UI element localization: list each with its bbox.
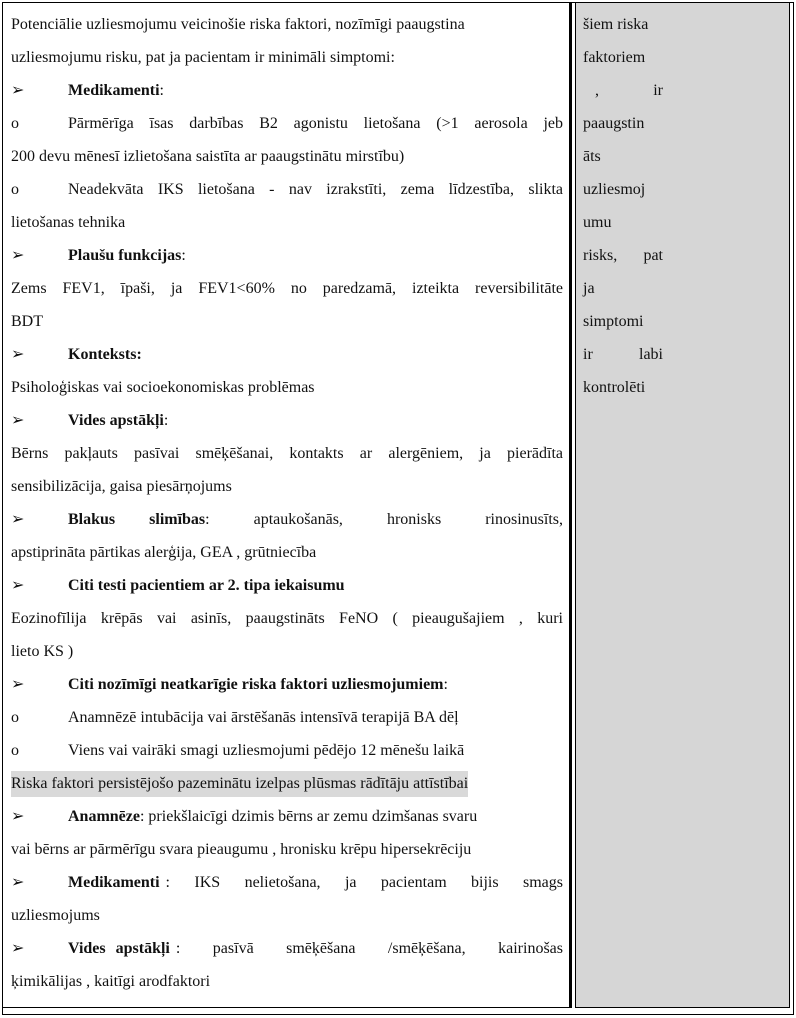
list-item: ➢ Vides apstākļi : pasīvā smēķēšana /smēķēšana, kairinošas xyxy=(11,932,563,965)
arrow-bullet-icon: ➢ xyxy=(11,247,25,264)
note-text xyxy=(583,8,663,404)
arrow-bullet-icon: ➢ xyxy=(11,808,25,825)
arrow-bullet-icon: ➢ xyxy=(11,511,25,528)
list-item: ➢ Plaušu funkcijas: xyxy=(11,239,563,272)
text-line: 200 devu mēnesī izlietošana saistīta ar paaugstinātu mirstību) xyxy=(11,148,405,165)
circle-bullet-icon: o xyxy=(11,742,19,759)
text-line: vai bērns ar pārmērīgu svara pieaugumu , hronisku krēpu hipersekrēciju xyxy=(11,841,472,858)
list-item: ➢ Medikamenti: xyxy=(11,74,563,107)
list-item xyxy=(11,338,563,371)
arrow-bullet-icon: ➢ xyxy=(11,676,25,693)
arrow-bullet-icon: ➢ xyxy=(11,874,25,891)
arrow-bullet-icon: ➢ xyxy=(11,82,25,99)
arrow-bullet-icon: ➢ xyxy=(11,346,25,363)
list-item: ➢ Medikamenti : IKS nelietošana, ja pacientam bijis smags xyxy=(11,866,563,899)
table-cell-risk-factors xyxy=(2,2,572,1008)
arrow-bullet-icon: ➢ xyxy=(11,412,25,429)
text-line: lieto KS ) xyxy=(11,643,74,660)
text-line: ķimikālijas , kaitīgi arodfaktori xyxy=(11,973,211,990)
list-item: ➢ Citi nozīmīgi neatkarīgie riska faktori uzliesmojumiem: xyxy=(11,668,563,701)
list-item xyxy=(11,569,563,602)
list-item: o Anamnēzē intubācija vai ārstēšanās intensīvā terapijā BA dēļ xyxy=(11,701,563,734)
text-line: , ir xyxy=(595,82,663,99)
text-line: Eozinofīlija krēpās vai asinīs, paaugstināts FeNO ( pieaugušajiem , kuri xyxy=(11,610,563,627)
text-line: Zems FEV1, īpaši, ja FEV1<60% no paredzamā, izteikta reversibilitāte xyxy=(11,280,563,297)
text-line: āts xyxy=(583,148,601,165)
text-line: ir labi xyxy=(583,346,663,363)
table-cell-note xyxy=(575,2,790,1008)
text-line: apstiprināta pārtikas alerģija, GEA , grūtniecība xyxy=(11,544,317,561)
heading-medications: Medikamenti xyxy=(68,82,160,99)
heading-type2-tests: Citi testi pacientiem ar 2. tipa iekaisumu xyxy=(68,577,345,594)
heading-independent-factors: Citi nozīmīgi neatkarīgie riska faktori uzliesmojumiem xyxy=(68,676,444,693)
text-line: risks, pat xyxy=(583,247,663,264)
text-line: umu xyxy=(583,214,612,231)
arrow-bullet-icon: ➢ xyxy=(11,577,25,594)
circle-bullet-icon: o xyxy=(11,115,19,132)
list-item: o Pārmērīga īsas darbības B2 agonistu lietošana (>1 aerosola jeb xyxy=(11,107,563,140)
text-line: sensibilizācija, gaisa piesārņojums xyxy=(11,478,232,495)
heading-lung-function: Plaušu funkcijas xyxy=(68,247,182,264)
text-line: šiem riska xyxy=(583,16,649,33)
circle-bullet-icon: o xyxy=(11,181,19,198)
risk-factors-text xyxy=(11,8,563,998)
list-item: ➢ Blakus slimības : aptaukošanās, hronisks rinosinusīts, xyxy=(11,503,563,536)
text-line: ja xyxy=(583,280,595,297)
text-line: simptomi xyxy=(583,313,644,330)
heading-context: Konteksts: xyxy=(68,346,142,363)
list-item: o Viens vai vairāki smagi uzliesmojumi pēdējo 12 mēnešu laikā xyxy=(11,734,563,767)
section-heading-highlighted: Riska faktori persistējošo pazeminātu izelpas plūsmas rādītāju attīstībai xyxy=(11,767,563,800)
heading-comorbidities: Blakus slimības xyxy=(68,511,206,528)
text-line: uzliesmoj xyxy=(583,181,646,198)
list-item: ➢ Anamnēze: priekšlaicīgi dzimis bērns ar zemu dzimšanas svaru xyxy=(11,800,563,833)
heading-environment-2: Vides apstākļi xyxy=(68,940,170,957)
text-line: kontrolēti xyxy=(583,379,646,396)
circle-bullet-icon: o xyxy=(11,709,19,726)
text-line: faktoriem xyxy=(583,49,646,66)
list-item: ➢ Vides apstākļi: xyxy=(11,404,563,437)
text-line: Potenciālie uzliesmojumu veicinošie riska faktori, nozīmīgi paaugstina xyxy=(11,16,465,33)
list-item: o Neadekvāta IKS lietošana - nav izrakstīti, zema līdzestība, slikta xyxy=(11,173,563,206)
text-line: lietošanas tehnika xyxy=(11,214,126,231)
text-line: Psiholoģiskas vai socioekonomiskas problēmas xyxy=(11,379,315,396)
heading-medications-2: Medikamenti xyxy=(68,874,160,891)
text-line: paaugstin xyxy=(583,115,645,132)
text-line: Bērns pakļauts pasīvai smēķēšanai, kontakts ar alergēniem, ja pierādīta xyxy=(11,445,563,462)
text-line: uzliesmojumu risku, pat ja pacientam ir minimāli simptomi: xyxy=(11,49,395,66)
heading-history: Anamnēze xyxy=(68,808,140,825)
text-line: uzliesmojums xyxy=(11,907,100,924)
heading-environment: Vides apstākļi xyxy=(68,412,164,429)
text-line: BDT xyxy=(11,313,43,330)
arrow-bullet-icon: ➢ xyxy=(11,940,25,957)
